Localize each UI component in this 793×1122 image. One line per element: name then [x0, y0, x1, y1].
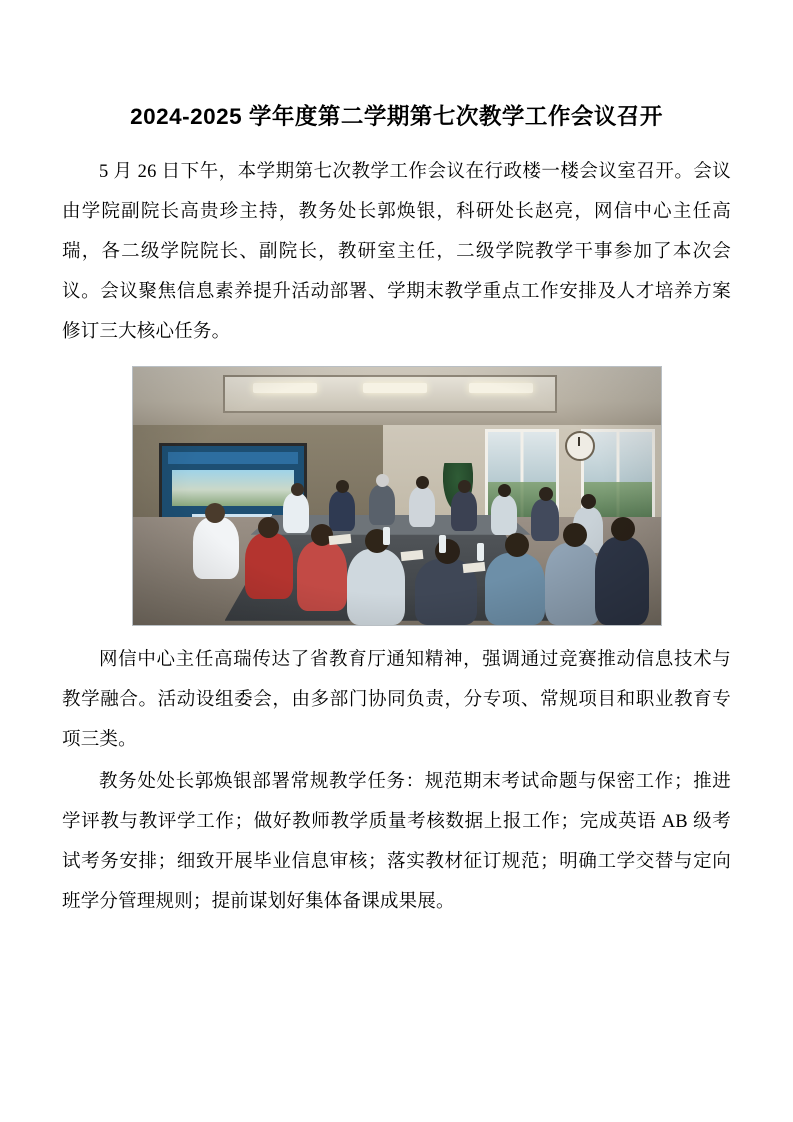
attendee-front — [193, 517, 239, 579]
attendee-head — [458, 480, 471, 493]
attendee-front — [545, 543, 601, 625]
attendee — [451, 491, 477, 531]
ceiling-light-2 — [363, 383, 427, 393]
document-paper — [328, 534, 351, 545]
attendee-head — [581, 494, 596, 509]
attendee-head — [205, 503, 225, 523]
attendee-front — [347, 549, 405, 625]
attendee-head — [376, 474, 389, 487]
document-paper — [400, 550, 423, 561]
attendee — [283, 493, 309, 533]
page-title: 2024-2025 学年度第二学期第七次教学工作会议召开 — [130, 104, 663, 129]
attendee-head — [258, 517, 279, 538]
ceiling-light-3 — [469, 383, 533, 393]
water-bottle — [477, 543, 484, 561]
attendee-head — [563, 523, 587, 547]
attendee — [369, 485, 395, 525]
attendee — [329, 491, 355, 531]
wall-clock-icon — [565, 431, 595, 461]
water-bottle — [439, 535, 446, 553]
attendee — [531, 499, 559, 541]
attendee-front — [595, 537, 649, 625]
ceiling-light-1 — [253, 383, 317, 393]
attendee-front — [245, 533, 293, 599]
attendee-head — [539, 487, 553, 501]
paragraph-3: 教务处处长郭焕银部署常规教学任务：规范期末考试命题与保密工作；推进学评教与教评学工作；做好教师教学质量考核数据上报工作；完成英语 AB 级考试考务安排；细致开展毕业信息审核；落实教材征订规范；明确工学交替与定向班学分管理规则；提前谋划好集体备课成果展。 — [62, 771, 731, 912]
ceiling-panel — [223, 375, 557, 413]
paragraph-1: 5 月 26 日下午，本学期第七次教学工作会议在行政楼一楼会议室召开。会议由学院副院长高贵珍主持，教务处长郭焕银，科研处长赵亮，网信中心主任高瑞，各二级学院院长、副院长，教研室主任，二级学院教学干事参加了本次会议。会议聚焦信息素养提升活动部署、学期末教学重点工作安排及人才培养方案修订三大核心任务。 — [62, 161, 731, 342]
attendee-front — [485, 553, 545, 625]
attendee-head — [291, 483, 304, 496]
attendee-head — [498, 484, 511, 497]
meeting-room-photo — [132, 366, 662, 626]
document-paper — [462, 562, 485, 573]
attendee-head — [416, 476, 429, 489]
attendee-head — [611, 517, 635, 541]
water-bottle — [383, 527, 390, 545]
attendee — [491, 495, 517, 535]
attendee-front — [297, 541, 347, 611]
paragraph-2: 网信中心主任高瑞传达了省教育厅通知精神，强调通过竞赛推动信息技术与教学融合。活动设组委会，由多部门协同负责，分专项、常规项目和职业教育专项三类。 — [62, 649, 731, 750]
attendee — [409, 487, 435, 527]
figure-container — [62, 366, 731, 626]
attendee-head — [336, 480, 349, 493]
attendee-head — [505, 533, 529, 557]
